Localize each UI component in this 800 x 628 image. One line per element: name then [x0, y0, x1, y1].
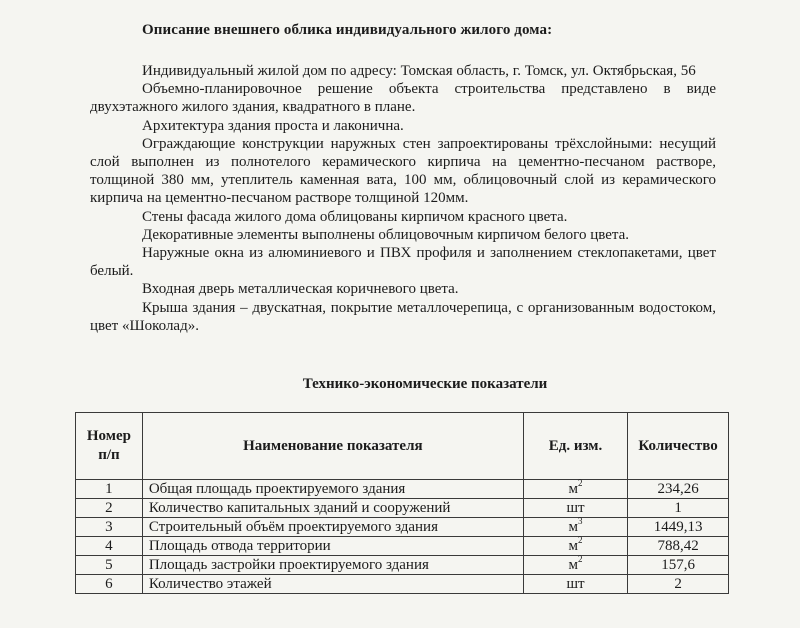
row-number: 2 [76, 499, 143, 518]
paragraph-planning: Объемно-планировочное решение объекта строительства представлено в виде двухэтажного жилого здания, квадратного в плане. [90, 81, 716, 116]
row-unit [523, 556, 627, 575]
table-row [76, 518, 729, 537]
table-row [76, 480, 729, 499]
row-indicator-name: Строительный объём проектируемого здания [142, 518, 523, 537]
row-number: 5 [76, 556, 143, 575]
unit-exponent: 3 [578, 516, 583, 526]
row-unit [523, 499, 627, 518]
row-quantity: 2 [628, 575, 729, 594]
row-unit [523, 537, 627, 556]
unit-base: шт [566, 500, 585, 516]
unit-base: шт [566, 576, 585, 592]
table-row [76, 499, 729, 518]
unit-exponent: 2 [578, 478, 583, 488]
row-quantity: 788,42 [628, 537, 729, 556]
paragraph-address: Индивидуальный жилой дом по адресу: Томская область, г. Томск, ул. Октябрьская, 56 [142, 63, 696, 79]
row-number: 3 [76, 518, 143, 537]
header-quantity: Количество [628, 413, 729, 480]
paragraph-walls-construction: Ограждающие конструкции наружных стен запроектированы трёхслойными: несущий слой выполнен из полнотелого керамического кирпича на цементно-песчаном растворе, толщиной 380 мм, утеплитель каменная вата, 100 мм, облицовочный слой из керамического кирпича на цементно-песчаном растворе толщиной 120мм. [90, 135, 716, 207]
row-indicator-name: Количество этажей [142, 575, 523, 594]
unit-base: м [568, 538, 578, 554]
table-row [76, 537, 729, 556]
header-unit: Ед. изм. [523, 413, 627, 480]
unit-exponent: 2 [578, 535, 583, 545]
row-unit [523, 480, 627, 499]
description-body [90, 62, 716, 335]
row-unit [523, 575, 627, 594]
row-number: 6 [76, 575, 143, 594]
row-number: 4 [76, 537, 143, 556]
unit-base: м [568, 519, 578, 535]
row-unit [523, 518, 627, 537]
unit-base: м [568, 481, 578, 497]
unit-exponent: 2 [578, 554, 583, 564]
row-indicator-name: Площадь отвода территории [142, 537, 523, 556]
table-header-row [76, 413, 729, 480]
indicators-table [75, 412, 729, 594]
paragraph-architecture: Архитектура здания проста и лаконична. [142, 117, 404, 134]
header-number-line1: Номер [86, 428, 131, 444]
row-number: 1 [76, 480, 143, 499]
table-row [76, 556, 729, 575]
row-indicator-name: Общая площадь проектируемого здания [142, 480, 523, 499]
row-quantity: 157,6 [628, 556, 729, 575]
paragraph-decorative-elements: Декоративные элементы выполнены облицовочным кирпичом белого цвета. [142, 226, 630, 243]
header-number-line2: п/п [98, 447, 120, 463]
paragraph-entrance-door: Входная дверь металлическая коричневого цвета. [142, 281, 459, 298]
paragraph-facade-walls: Стены фасада жилого дома облицованы кирпичом красного цвета. [142, 208, 568, 225]
row-quantity: 1 [628, 499, 729, 518]
table-title: Технико-экономические показатели [302, 376, 548, 392]
header-number [76, 413, 143, 480]
unit-base: м [568, 557, 578, 573]
row-quantity: 234,26 [628, 480, 729, 499]
table-row [76, 575, 729, 594]
document-heading: Описание внешнего облика индивидуального жилого дома: [142, 22, 553, 38]
row-indicator-name: Количество капитальных зданий и сооружений [142, 499, 523, 518]
row-indicator-name: Площадь застройки проектируемого здания [142, 556, 523, 575]
paragraph-roof: Крыша здания – двускатная, покрытие металлочерепица, с организованным водостоком, цвет «Шоколад». [90, 299, 716, 334]
header-indicator-name: Наименование показателя [142, 413, 523, 480]
paragraph-windows: Наружные окна из алюминиевого и ПВХ профиля и заполнением стеклопакетами, цвет белый. [90, 245, 716, 280]
row-quantity: 1449,13 [628, 518, 729, 537]
